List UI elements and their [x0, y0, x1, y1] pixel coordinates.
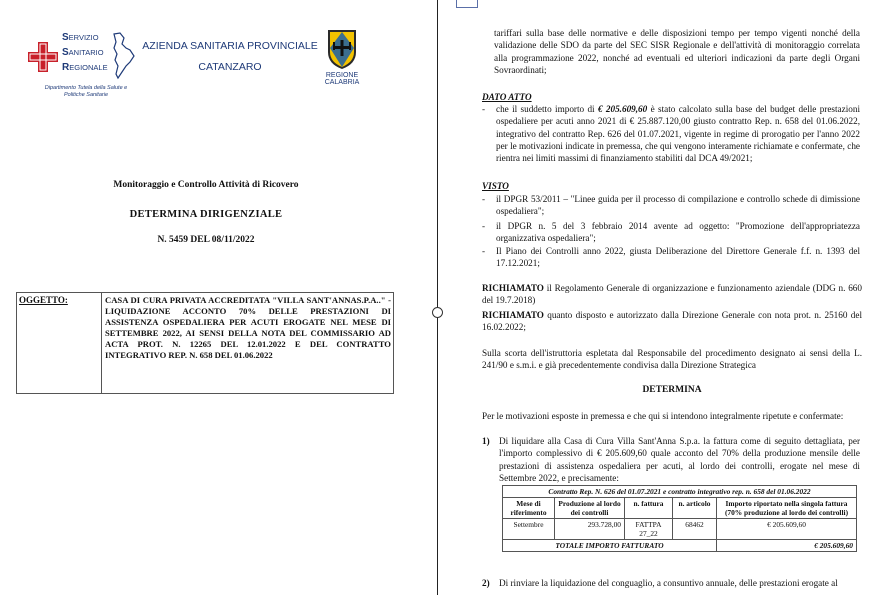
scorta-paragraph: Sulla scorta dell'istruttoria espletata dal Responsabile del procedimento designato ai sensi della L. 241/90 e s.m.i. e già precedentemente condivisa dalla Direzione Strategica — [482, 348, 862, 371]
logo-text: SERVIZIO SANITARIO REGIONALE — [62, 32, 108, 73]
total-value: € 205.609,60 — [717, 540, 857, 552]
table-cell: 293.728,00 — [555, 519, 625, 540]
table-total-row — [503, 540, 857, 552]
dash-bullet: - — [482, 194, 486, 204]
determina-heading: DETERMINA — [642, 385, 702, 395]
dato-atto-text: che il suddetto importo di € 205.609,60 è stato calcolato sulla base del budget delle prestazioni ospedaliere per acuti anno 2021 di € 25.887.120,00 giusto contratto Rep. n. 658 del 01.06.2022, integrativo del contratto Rep. 626 del 01.07.2021, vigente in regime di prorogatio per l'anno 2022 per le motivazioni indicate in premessa, che qui vengono interamente richiamate e confermate, che rientra nei limiti massimi di finanziamento stabiliti dal DCA 49/2021; — [496, 104, 861, 164]
item-2-number: 2) — [482, 578, 490, 588]
dato-atto-heading: DATO ATTO — [482, 92, 532, 102]
page-divider — [437, 0, 438, 595]
table-caption: Contratto Rep. N. 626 del 01.07.2021 e contratto integrativo rep. n. 658 del 01.06.2022 — [503, 486, 857, 498]
calabria-map-icon — [110, 32, 136, 80]
table-cell: FATTPA 27_22 — [625, 519, 673, 540]
col-header: n. articolo — [673, 498, 717, 519]
visto-item: il DPGR 53/2011 – "Linee guida per il processo di compilazione e controllo schede di dimissione ospedaliera"; — [496, 194, 860, 217]
table-cell: € 205.609,60 — [717, 519, 857, 540]
table-cell: Settembre — [503, 519, 555, 540]
header-document-type: DETERMINA DIRIGENZIALE — [129, 209, 283, 220]
table-cell: 68462 — [673, 519, 717, 540]
logo-subtitle: Dipartimento Tutela della Salute e Politiche Sanitarie — [44, 85, 128, 98]
fattura-table — [502, 485, 857, 552]
oggetto-label: OGGETTO: — [19, 295, 68, 305]
table-header-row — [503, 498, 857, 519]
regione-label: REGIONE CALABRIA — [324, 72, 360, 86]
red-cross-icon — [28, 42, 58, 72]
col-header: n. fattura — [625, 498, 673, 519]
col-header: Importo riportato nella singola fattura (70% produzione al lordo dei controlli) — [717, 498, 857, 519]
visto-item: Il Piano dei Controlli anno 2022, giusta Deliberazione del Direttore Generale f.f. n. 1393 del 17.12.2021; — [496, 246, 860, 269]
total-label: TOTALE IMPORTO FATTURATO — [503, 540, 717, 552]
item-2-text: Di rinviare la liquidazione del conguaglio, a consuntivo annuale, delle prestazioni erogate al — [499, 578, 838, 588]
asp-title: AZIENDA SANITARIA PROVINCIALE CATANZARO — [142, 40, 318, 73]
split-handle[interactable] — [432, 307, 443, 318]
header-unit: Monitoraggio e Controllo Attività di Ricovero — [113, 180, 299, 190]
regione-shield-icon — [326, 28, 358, 70]
col-header: Produzione al lordo dei controlli — [555, 498, 625, 519]
oggetto-text: CASA DI CURA PRIVATA ACCREDITATA "VILLA SANT'ANNAS.P.A.." - LIQUIDAZIONE ACCONTO 70% DELLE PRESTAZIONI DI ASSISTENZA OSPEDALIERA PER ACUTI EROGATE NEL MESE DI SETTEMBRE 2022, AI SENSI DELLA NOTA DEL COMMISSARIO AD ACTA PROT. N. 12265 DEL 12.01.2022 E DEL CONTRATTO INTEGRATIVO REP. N. 658 DEL 01.06.2022 — [105, 295, 391, 360]
regione-calabria-logo — [310, 28, 374, 90]
col-header: Mese di riferimento — [503, 498, 555, 519]
oggetto-divider — [101, 293, 102, 393]
dash-bullet: - — [482, 246, 486, 256]
richiamato-1: RICHIAMATO il Regolamento Generale di organizzazione e funzionamento aziendale (DDG n. 660 del 19.7.2018) — [482, 283, 862, 306]
item-1-text: Di liquidare alla Casa di Cura Villa Sant'Anna S.p.a. la fattura come di seguito dettagliata, per l'importo complessivo di € 205.609,60 quale acconto del 70% della produzione mensile delle prestazioni di assistenza ospedaliera per acuti, al lordo dei controlli, erogate nel mese di Settembre 2022, e precisamente: — [499, 436, 860, 483]
oggetto-box — [16, 292, 394, 394]
item-1-number: 1) — [482, 436, 490, 446]
richiamato-2: RICHIAMATO quanto disposto e autorizzato dalla Direzione Generale con nota prot. n. 25160 del 16.02.2022; — [482, 310, 862, 333]
motivazioni-paragraph: Per le motivazioni esposte in premessa e che qui si intendono integralmente ripetute e confermate: — [482, 411, 844, 421]
intro-paragraph: tariffari sulla base delle normative e delle disposizioni tempo per tempo vigenti nonché della validazione delle SDO da parte del SEC SISR Regionale e dell'attività di monitoraggio correlata alla programmazione 2022, nonché ad eventuali ed ulteriori indicazioni da parte degli Organi Sovraordinati; — [494, 28, 860, 75]
left-page — [0, 0, 436, 595]
visto-item: il DPGR n. 5 del 3 febbraio 2014 avente ad oggetto: "Promozione dell'appropriatezza organizzativa ospedaliera"; — [496, 221, 860, 244]
servizio-sanitario-logo — [26, 30, 138, 104]
table-row — [503, 519, 857, 540]
visto-heading: VISTO — [482, 181, 509, 191]
table-caption-row — [503, 486, 857, 498]
dash-bullet: - — [482, 104, 486, 114]
header-document-number: N. 5459 DEL 08/11/2022 — [157, 235, 255, 245]
page-corner-icon — [456, 0, 478, 8]
dash-bullet: - — [482, 221, 486, 231]
